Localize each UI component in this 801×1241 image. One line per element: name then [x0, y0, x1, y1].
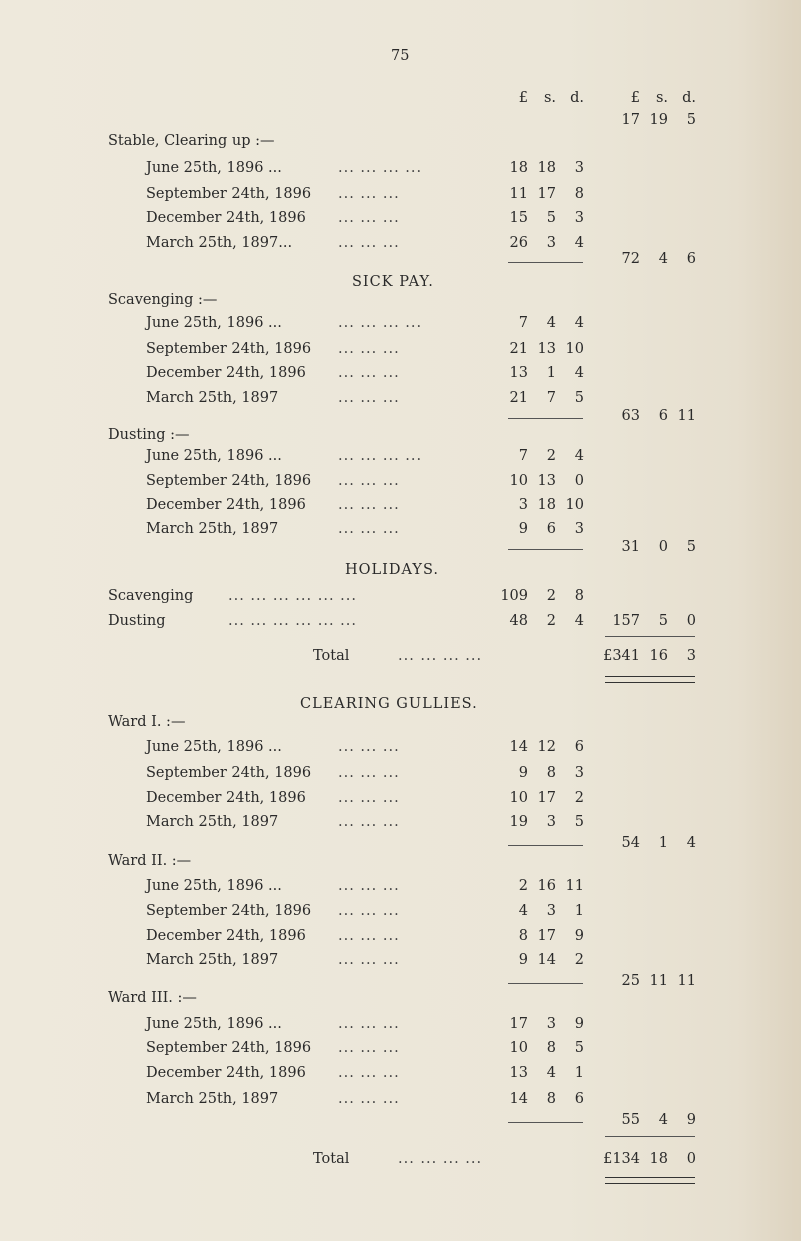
sick-dusting-row-value-shillings: 18 [537, 497, 556, 513]
ward-row-value-pounds: 10 [509, 790, 528, 806]
carried-total-pence: 5 [686, 112, 696, 128]
total2-label: Total [313, 1151, 350, 1167]
ward-rule [508, 983, 583, 984]
holidays-scavenging-label: Scavenging [108, 588, 194, 604]
sick-dusting-row-value-pence: 0 [574, 473, 584, 489]
total1-value-pounds: £341 [603, 648, 640, 664]
ward-row-leader-dots: ... ... ... [338, 765, 400, 781]
stable-total-pounds: 72 [621, 251, 640, 267]
ward-row-leader-dots: ... ... ... [338, 952, 400, 968]
scavenging-rule [508, 418, 583, 419]
sick-scavenging-row-label: December 24th, 1896 [146, 365, 306, 381]
total2-value-pounds: £134 [603, 1151, 640, 1167]
ward-row-value-pounds: 14 [509, 739, 528, 755]
sick-scavenging-row-value-shillings: 13 [537, 341, 556, 357]
ward-row-value-pence: 11 [565, 878, 584, 894]
ward-row-value-pence: 2 [574, 952, 584, 968]
ward-row-value-pounds: 17 [509, 1016, 528, 1032]
stable-row-value-pounds: 18 [509, 160, 528, 176]
stable-row-value-pence: 8 [574, 186, 584, 202]
sick-scavenging-row-label: March 25th, 1897 [146, 390, 279, 406]
ward-row-value-pounds: 14 [509, 1091, 528, 1107]
ward-row-value-shillings: 8 [546, 765, 556, 781]
ward-row-value-shillings: 3 [546, 903, 556, 919]
dusting-heading: Dusting :— [108, 427, 190, 443]
stable-row-value-pence: 3 [574, 210, 584, 226]
ward-row-value-pence: 3 [574, 765, 584, 781]
sick-dusting-row-value-pence: 10 [565, 497, 584, 513]
stable-row-leader-dots: ... ... ... [338, 210, 400, 226]
ward-row-label: September 24th, 1896 [146, 903, 312, 919]
total2-leader-dots: ... ... ... ... [398, 1151, 483, 1167]
ward-row-value-pence: 6 [574, 1091, 584, 1107]
holidays-scavenging-value-pence: 8 [574, 588, 584, 604]
ward-row-label: June 25th, 1896 ... [146, 739, 282, 755]
ward-row-label: December 24th, 1896 [146, 928, 306, 944]
ward-row-leader-dots: ... ... ... [338, 790, 400, 806]
sick-dusting-row-value-shillings: 13 [537, 473, 556, 489]
total2-double-rule [605, 1177, 695, 1184]
ward-row-label: June 25th, 1896 ... [146, 1016, 282, 1032]
sick-scavenging-row-leader-dots: ... ... ... [338, 390, 400, 406]
ward-row-leader-dots: ... ... ... [338, 1065, 400, 1081]
ward-total-pence: 11 [677, 973, 696, 989]
sick-scavenging-total-pence: 11 [677, 408, 696, 424]
holidays-total-shillings: 5 [658, 613, 668, 629]
sick-scavenging-total-pounds: 63 [621, 408, 640, 424]
stable-row-label: September 24th, 1896 [146, 186, 312, 202]
ward-row-value-pounds: 19 [509, 814, 528, 830]
holidays-total-pounds: 157 [612, 613, 640, 629]
ward-row-value-pounds: 4 [518, 903, 528, 919]
ward-total-pounds: 55 [621, 1112, 640, 1128]
stable-row-value-shillings: 3 [546, 235, 556, 251]
holidays-dusting-value-pounds: 48 [509, 613, 528, 629]
ward-total-pence: 9 [686, 1112, 696, 1128]
ward-row-value-pence: 1 [574, 1065, 584, 1081]
sick-scavenging-row-value-pence: 4 [574, 365, 584, 381]
sick-dusting-row-leader-dots: ... ... ... [338, 521, 400, 537]
ward-row-leader-dots: ... ... ... [338, 739, 400, 755]
sick-dusting-row-value-pounds: 10 [509, 473, 528, 489]
col-header-shillings-2: s. [655, 90, 668, 106]
ward-row-value-pence: 2 [574, 790, 584, 806]
stable-row-value-pounds: 11 [509, 186, 528, 202]
ward-row-value-pounds: 9 [518, 765, 528, 781]
sick-dusting-row-value-pounds: 3 [518, 497, 528, 513]
ward-row-label: September 24th, 1896 [146, 1040, 312, 1056]
sick-scavenging-row-value-pounds: 21 [509, 390, 528, 406]
total1-value-pence: 3 [686, 648, 696, 664]
sick-scavenging-row-value-shillings: 1 [546, 365, 556, 381]
ward-row-value-shillings: 4 [546, 1065, 556, 1081]
ward-row-value-shillings: 17 [537, 790, 556, 806]
sick-scavenging-row-label: June 25th, 1896 ... [146, 315, 282, 331]
stable-row-value-pence: 4 [574, 235, 584, 251]
stable-total-shillings: 4 [658, 251, 668, 267]
sick-dusting-row-value-shillings: 6 [546, 521, 556, 537]
sick-scavenging-row-leader-dots: ... ... ... ... [338, 315, 423, 331]
ward-row-value-pence: 5 [574, 1040, 584, 1056]
sick-dusting-row-leader-dots: ... ... ... [338, 473, 400, 489]
col-header-pence-2: d. [682, 90, 696, 106]
sick-scavenging-row-value-pence: 5 [574, 390, 584, 406]
sick-dusting-row-label: June 25th, 1896 ... [146, 448, 282, 464]
sick-dusting-row-label: December 24th, 1896 [146, 497, 306, 513]
col-header-pounds-1: £ [518, 90, 528, 106]
stable-row-label: December 24th, 1896 [146, 210, 306, 226]
sick-scavenging-total-shillings: 6 [658, 408, 668, 424]
ward-row-value-pounds: 8 [518, 928, 528, 944]
sick-scavenging-row-leader-dots: ... ... ... [338, 365, 400, 381]
sick-scavenging-row-value-pounds: 13 [509, 365, 528, 381]
stable-row-value-shillings: 17 [537, 186, 556, 202]
total2-rule-top [605, 1136, 695, 1137]
total1-leader-dots: ... ... ... ... [398, 648, 483, 664]
sick-dusting-row-value-pounds: 7 [518, 448, 528, 464]
ward-row-value-pence: 1 [574, 903, 584, 919]
sick-scavenging-row-label: September 24th, 1896 [146, 341, 312, 357]
ward-row-value-shillings: 8 [546, 1040, 556, 1056]
sick-dusting-row-value-pounds: 9 [518, 521, 528, 537]
sick-dusting-row-value-pence: 3 [574, 521, 584, 537]
total1-double-rule [605, 676, 695, 683]
total1-value-shillings: 16 [649, 648, 668, 664]
ward-row-value-shillings: 3 [546, 1016, 556, 1032]
stable-row-value-shillings: 18 [537, 160, 556, 176]
ward-row-label: March 25th, 1897 [146, 1091, 279, 1107]
ward-total-shillings: 11 [649, 973, 668, 989]
ward-total-pounds: 54 [621, 835, 640, 851]
ward-heading: Ward II. :— [108, 853, 192, 869]
holidays-dusting-leader-dots: ... ... ... ... ... ... [228, 613, 358, 629]
total1-label: Total [313, 648, 350, 664]
ward-row-leader-dots: ... ... ... [338, 1040, 400, 1056]
ward-row-label: December 24th, 1896 [146, 1065, 306, 1081]
ward-total-pounds: 25 [621, 973, 640, 989]
sick-dusting-total-shillings: 0 [658, 539, 668, 555]
stable-row-value-shillings: 5 [546, 210, 556, 226]
sick-scavenging-row-leader-dots: ... ... ... [338, 341, 400, 357]
holidays-total-pence: 0 [686, 613, 696, 629]
stable-row-value-pence: 3 [574, 160, 584, 176]
sick-scavenging-row-value-shillings: 7 [546, 390, 556, 406]
stable-total-pence: 6 [686, 251, 696, 267]
ward-row-label: March 25th, 1897 [146, 814, 279, 830]
ward-row-label: September 24th, 1896 [146, 765, 312, 781]
ward-row-leader-dots: ... ... ... [338, 1016, 400, 1032]
ward-row-label: March 25th, 1897 [146, 952, 279, 968]
ward-total-pence: 4 [686, 835, 696, 851]
ward-row-value-shillings: 14 [537, 952, 556, 968]
ward-row-value-shillings: 16 [537, 878, 556, 894]
ward-row-value-pence: 9 [574, 928, 584, 944]
ward-rule [508, 845, 583, 846]
holidays-scavenging-value-pounds: 109 [500, 588, 528, 604]
ward-total-shillings: 1 [658, 835, 668, 851]
stable-row-leader-dots: ... ... ... [338, 186, 400, 202]
stable-heading: Stable, Clearing up :— [108, 133, 275, 149]
stable-row-label: June 25th, 1896 ... [146, 160, 282, 176]
ward-row-value-pounds: 9 [518, 952, 528, 968]
sick-scavenging-row-value-shillings: 4 [546, 315, 556, 331]
scavenging-heading: Scavenging :— [108, 292, 218, 308]
sick-dusting-row-label: March 25th, 1897 [146, 521, 279, 537]
ward-row-value-pounds: 10 [509, 1040, 528, 1056]
ward-row-value-pounds: 13 [509, 1065, 528, 1081]
holidays-scavenging-value-shillings: 2 [546, 588, 556, 604]
ward-row-leader-dots: ... ... ... [338, 1091, 400, 1107]
ward-heading: Ward I. :— [108, 714, 186, 730]
holidays-dusting-label: Dusting [108, 613, 166, 629]
stable-row-leader-dots: ... ... ... ... [338, 160, 423, 176]
dusting-rule [508, 549, 583, 550]
stable-row-value-pounds: 15 [509, 210, 528, 226]
ward-row-value-pence: 5 [574, 814, 584, 830]
ward-row-value-shillings: 17 [537, 928, 556, 944]
ward-rule [508, 1122, 583, 1123]
sick-scavenging-row-value-pounds: 7 [518, 315, 528, 331]
holidays-heading: HOLIDAYS. [345, 562, 439, 578]
ward-row-value-pence: 9 [574, 1016, 584, 1032]
ward-total-shillings: 4 [658, 1112, 668, 1128]
col-header-pounds-2: £ [630, 90, 640, 106]
sick-dusting-row-value-pence: 4 [574, 448, 584, 464]
holidays-dusting-value-shillings: 2 [546, 613, 556, 629]
total1-rule-top [605, 636, 695, 637]
sick-scavenging-row-value-pence: 4 [574, 315, 584, 331]
total2-value-shillings: 18 [649, 1151, 668, 1167]
ward-row-leader-dots: ... ... ... [338, 814, 400, 830]
ward-row-value-shillings: 3 [546, 814, 556, 830]
ward-row-value-pounds: 2 [518, 878, 528, 894]
ward-heading: Ward III. :— [108, 990, 197, 1006]
ward-row-leader-dots: ... ... ... [338, 878, 400, 894]
sick-dusting-total-pounds: 31 [621, 539, 640, 555]
sick-dusting-row-value-shillings: 2 [546, 448, 556, 464]
ward-row-value-pence: 6 [574, 739, 584, 755]
total2-value-pence: 0 [686, 1151, 696, 1167]
ward-row-value-shillings: 12 [537, 739, 556, 755]
ward-row-leader-dots: ... ... ... [338, 903, 400, 919]
carried-total-shillings: 19 [649, 112, 668, 128]
page-number: 75 [391, 48, 410, 64]
stable-rule [508, 262, 583, 263]
carried-total-pounds: 17 [621, 112, 640, 128]
stable-row-label: March 25th, 1897... [146, 235, 293, 251]
sick-pay-heading: SICK PAY. [352, 274, 434, 290]
sick-scavenging-row-value-pounds: 21 [509, 341, 528, 357]
holidays-dusting-value-pence: 4 [574, 613, 584, 629]
col-header-shillings-1: s. [543, 90, 556, 106]
holidays-scavenging-leader-dots: ... ... ... ... ... ... [228, 588, 358, 604]
ward-row-value-shillings: 8 [546, 1091, 556, 1107]
gullies-heading: CLEARING GULLIES. [300, 696, 478, 712]
stable-row-leader-dots: ... ... ... [338, 235, 400, 251]
sick-dusting-row-leader-dots: ... ... ... [338, 497, 400, 513]
sick-dusting-row-label: September 24th, 1896 [146, 473, 312, 489]
sick-dusting-row-leader-dots: ... ... ... ... [338, 448, 423, 464]
ward-row-label: December 24th, 1896 [146, 790, 306, 806]
ward-row-leader-dots: ... ... ... [338, 928, 400, 944]
sick-scavenging-row-value-pence: 10 [565, 341, 584, 357]
ward-row-label: June 25th, 1896 ... [146, 878, 282, 894]
col-header-pence-1: d. [570, 90, 584, 106]
sick-dusting-total-pence: 5 [686, 539, 696, 555]
stable-row-value-pounds: 26 [509, 235, 528, 251]
